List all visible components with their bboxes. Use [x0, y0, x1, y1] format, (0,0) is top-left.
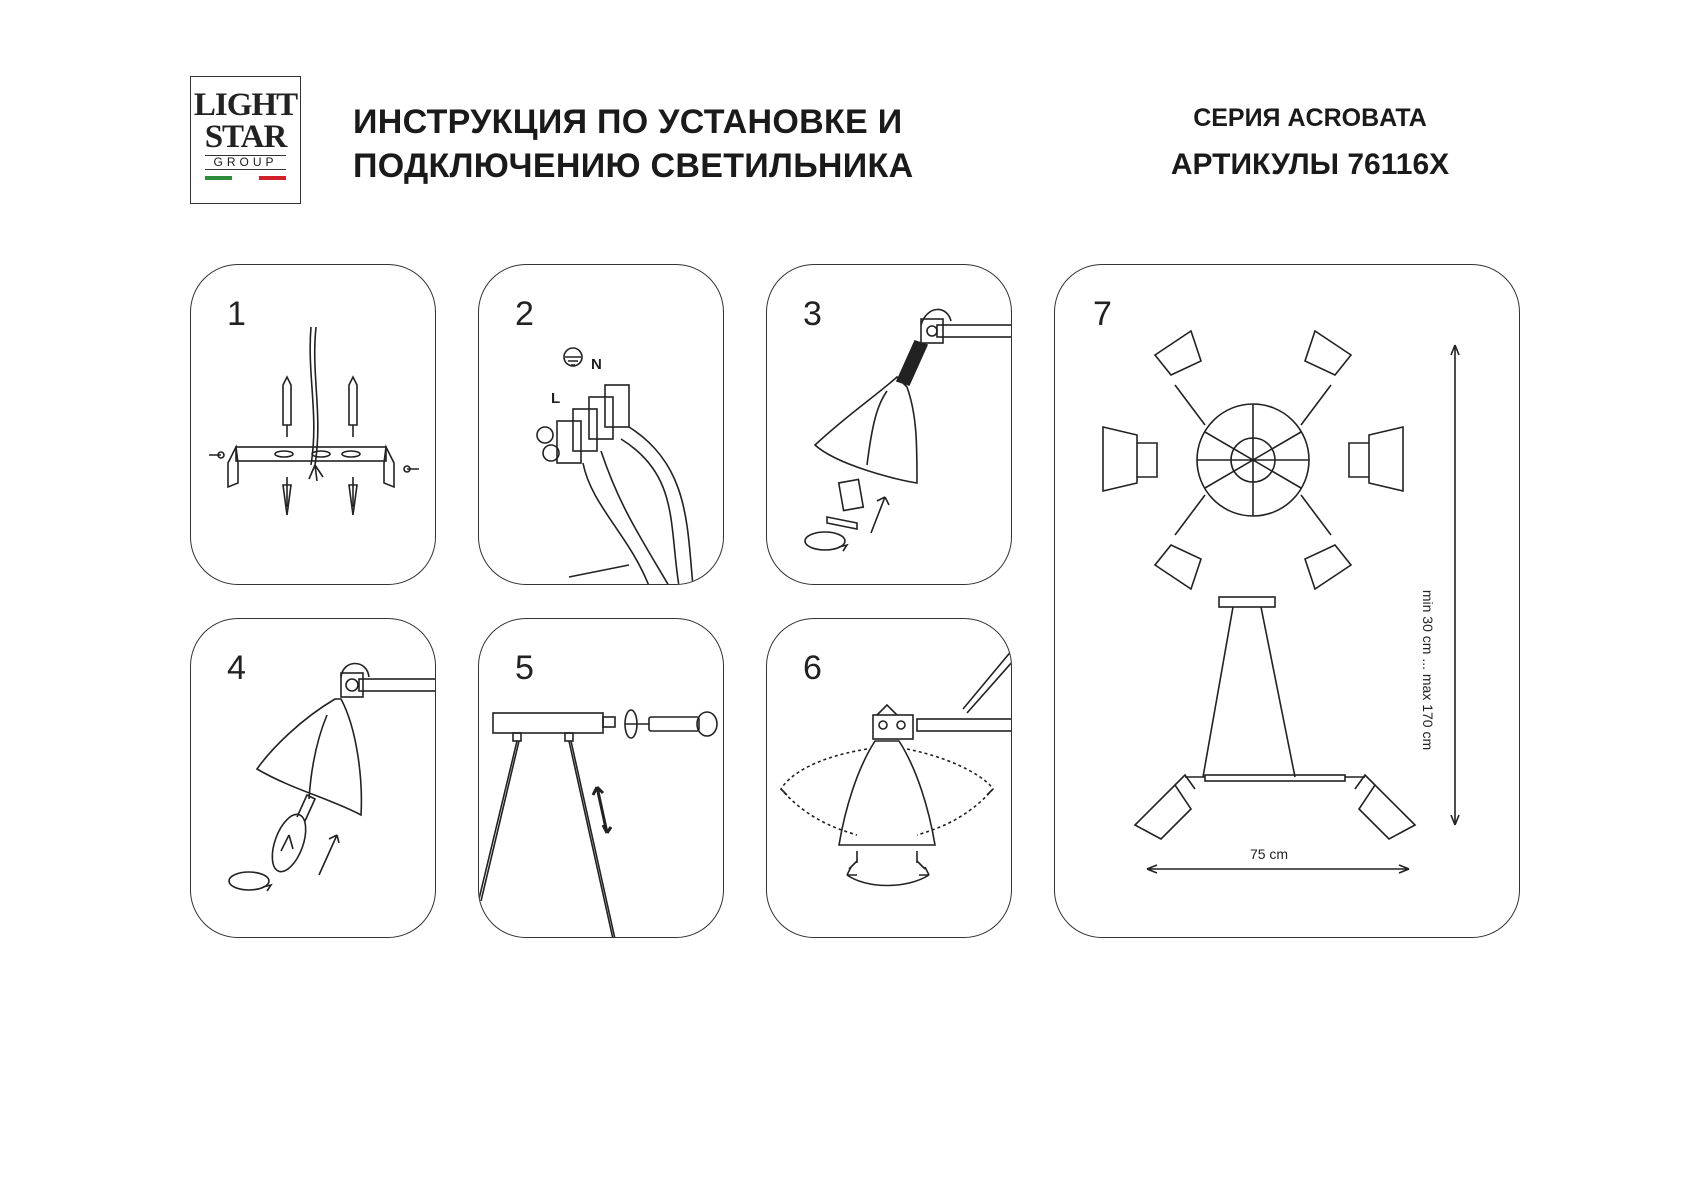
- logo-line3: GROUP: [205, 155, 286, 170]
- step-number: 4: [227, 649, 246, 687]
- height-adjust-icon: [479, 619, 724, 938]
- title-line1: ИНСТРУКЦИЯ ПО УСТАНОВКЕ И: [353, 103, 903, 141]
- step-number: 6: [803, 649, 822, 687]
- italian-flag-icon: [205, 176, 286, 180]
- width-dimension-label: 75 cm: [1249, 846, 1289, 862]
- live-label: L: [551, 390, 561, 407]
- step-number: 5: [515, 649, 534, 687]
- step-panel-7: [1054, 264, 1520, 938]
- terminal-block-icon: [479, 265, 724, 585]
- neutral-label: N: [591, 356, 602, 373]
- dimensions-icon: [1055, 265, 1520, 938]
- step-panel-1: [190, 264, 436, 585]
- title-line2: ПОДКЛЮЧЕНИЮ СВЕТИЛЬНИКА: [353, 147, 914, 185]
- side-view-diagram: [1135, 597, 1415, 839]
- article-numbers: АРТИКУЛЫ 76116X: [1170, 148, 1450, 181]
- height-dimension-arrow: [1451, 345, 1459, 825]
- series-name: СЕРИЯ ACROBATA: [1193, 104, 1427, 132]
- width-dimension-arrow: [1147, 865, 1409, 873]
- brand-logo: [190, 76, 301, 204]
- document-title: [353, 100, 913, 188]
- step-number: 1: [227, 295, 246, 333]
- step-panel-2: [478, 264, 724, 585]
- logo-line1: LIGHT: [193, 87, 298, 123]
- step-panel-5: [478, 618, 724, 938]
- step-panel-4: [190, 618, 436, 938]
- height-dimension-label: min 30 cm ... max 170 cm: [1420, 589, 1436, 751]
- step-panel-3: [766, 264, 1012, 585]
- step-number: 2: [515, 295, 534, 333]
- shade-rotate-icon: [767, 619, 1012, 938]
- mounting-bracket-icon: [191, 265, 436, 585]
- bulb-install-icon: [191, 619, 436, 938]
- logo-line2: STAR: [204, 119, 287, 155]
- step-number: 3: [803, 295, 822, 333]
- lampshade-socket-icon: [767, 265, 1012, 585]
- top-view-diagram: [1103, 331, 1403, 589]
- step-number: 7: [1093, 295, 1112, 333]
- step-panel-6: [766, 618, 1012, 938]
